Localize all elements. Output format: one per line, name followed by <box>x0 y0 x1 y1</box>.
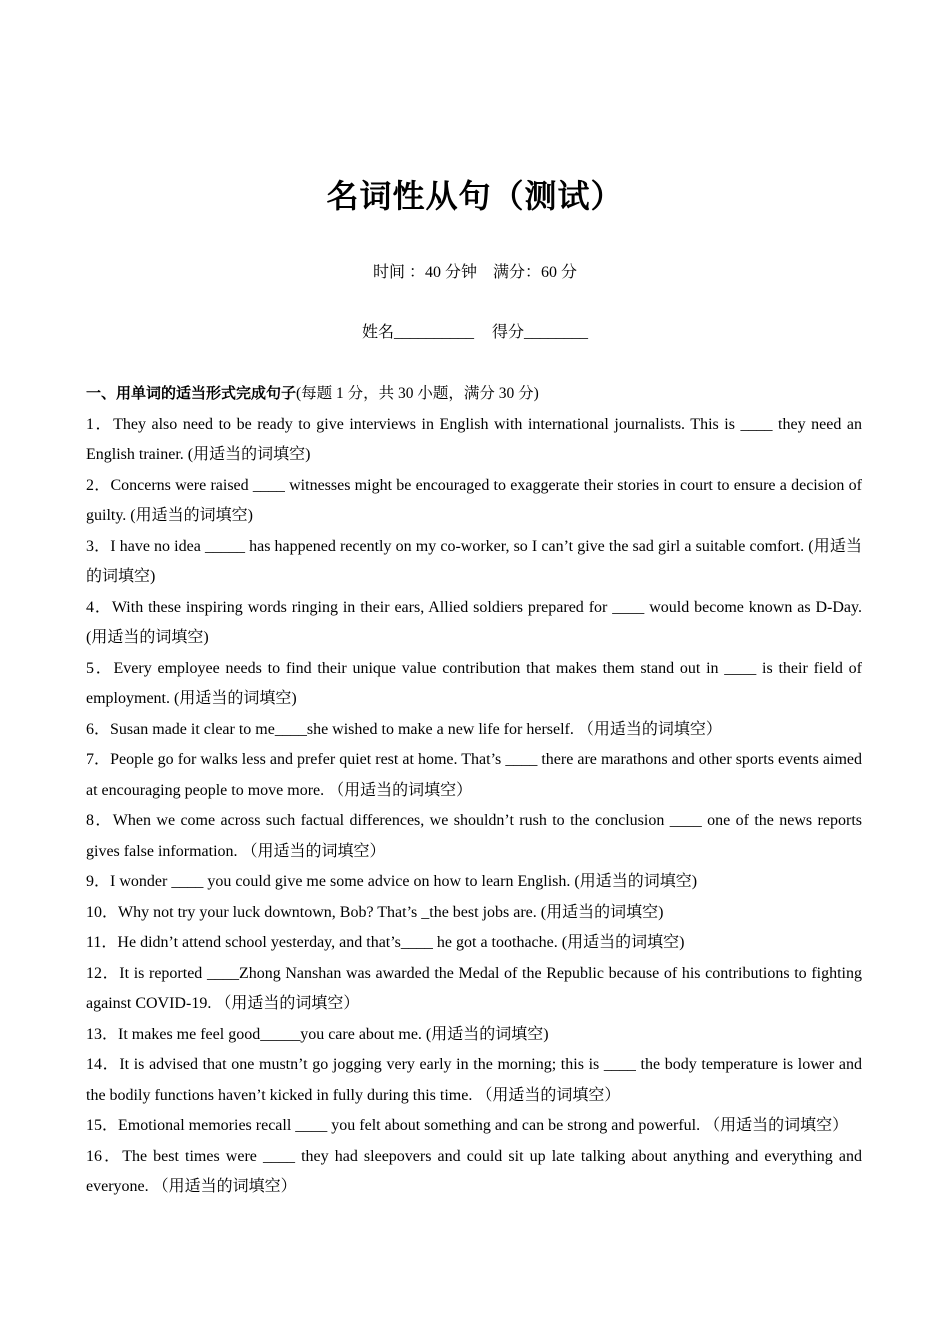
question-item <box>86 898 862 929</box>
question-text: It is reported ____Zhong Nanshan was awarded the Medal of the Republic because of his contributions to fighting against COVID-19. （用适当的词填空） <box>86 964 862 1012</box>
question-text: It makes me feel good_____you care about me. (用适当的词填空) <box>118 1025 549 1043</box>
section-title: 一、用单词的适当形式完成句子 <box>86 384 297 402</box>
question-item <box>86 1142 862 1203</box>
question-number: 1． <box>86 415 114 433</box>
question-item <box>86 654 862 715</box>
question-text: They also need to be ready to give interviews in English with international journalists. This is ____ they need an English trainer. (用适当的词填空) <box>86 415 862 463</box>
question-text: Why not try your luck downtown, Bob? That’s _the best jobs are. (用适当的词填空) <box>118 903 664 921</box>
student-name-field: 姓名__________ <box>361 324 474 341</box>
question-item <box>86 745 862 806</box>
question-text: The best times were ____ they had sleepovers and could sit up late talking about anything and everything and everyone. （用适当的词填空） <box>86 1147 862 1195</box>
question-text: People go for walks less and prefer quiet rest at home. That’s ____ there are marathons and other sports events aimed at encouraging people to move more. （用适当的词填空） <box>86 751 862 799</box>
question-number: 3． <box>86 537 111 555</box>
question-text: Every employee needs to find their unique value contribution that makes them stand out in ____ is their field of employment. (用适当的词填空) <box>86 659 862 707</box>
question-item <box>86 532 862 593</box>
exam-time: 时间 ：40 分钟 <box>372 264 477 281</box>
student-info <box>0 322 950 344</box>
question-number: 7． <box>86 751 111 768</box>
question-item <box>86 928 862 959</box>
student-score-field: 得分________ <box>492 324 589 341</box>
question-item <box>86 1111 862 1142</box>
question-number: 12． <box>86 964 120 982</box>
question-number: 6． <box>86 720 111 738</box>
question-item <box>86 867 862 898</box>
question-text: I wonder ____ you could give me some advice on how to learn English. (用适当的词填空) <box>110 873 698 890</box>
question-text: I have no idea _____ has happened recently on my co-worker, so I can’t give the sad girl a suitable comfort. (用适当的词填空) <box>86 537 862 585</box>
exam-full-score: 满分：60 分 <box>493 264 578 281</box>
question-item <box>86 593 862 654</box>
question-item <box>86 471 862 532</box>
question-item <box>86 1020 862 1051</box>
question-item <box>86 1050 862 1111</box>
section-heading <box>86 378 862 410</box>
question-text: Concerns were raised ____ witnesses might be encouraged to exaggerate their stories in court to ensure a decision of guilty. (用适当的词填空) <box>86 476 862 524</box>
question-item <box>86 715 862 746</box>
question-number: 10． <box>86 903 119 921</box>
question-text: With these inspiring words ringing in their ears, Allied soldiers prepared for ____ would become known as D-Day. (用适当的词填空) <box>86 598 862 646</box>
question-number: 9． <box>86 873 111 890</box>
question-number: 14． <box>86 1056 120 1073</box>
question-text: It is advised that one mustn’t go jogging very early in the morning; this is ____ the body temperature is lower and the bodily functions haven’t kicked in fully during this time. （用适当的词填空） <box>86 1056 862 1104</box>
question-number: 5． <box>86 659 114 677</box>
section-1 <box>86 378 862 1203</box>
question-number: 13． <box>86 1025 119 1043</box>
question-item <box>86 959 862 1020</box>
question-text: Susan made it clear to me____she wished to make a new life for herself. （用适当的词填空） <box>110 720 722 738</box>
question-item <box>86 806 862 867</box>
question-number: 4． <box>86 598 112 616</box>
page-title: 名词性从句（测试） <box>326 177 624 215</box>
question-number: 16． <box>86 1147 123 1165</box>
section-scoring-note: (每题 1 分，共 30 小题，满分 30 分) <box>296 385 539 402</box>
question-number: 15． <box>86 1117 119 1134</box>
question-text: When we come across such factual differences, we shouldn’t rush to the conclusion ____ one of the news reports gives false information. （用适当的词填空） <box>86 812 862 860</box>
question-number: 11． <box>86 934 118 951</box>
question-number: 2． <box>86 476 111 494</box>
question-text: He didn’t attend school yesterday, and that’s____ he got a toothache. (用适当的词填空) <box>117 934 685 951</box>
question-text: Emotional memories recall ____ you felt about something and can be strong and powerful. （用适当的词填空） <box>118 1117 849 1134</box>
question-item <box>86 410 862 471</box>
question-number: 8． <box>86 812 113 829</box>
exam-meta <box>0 262 950 284</box>
